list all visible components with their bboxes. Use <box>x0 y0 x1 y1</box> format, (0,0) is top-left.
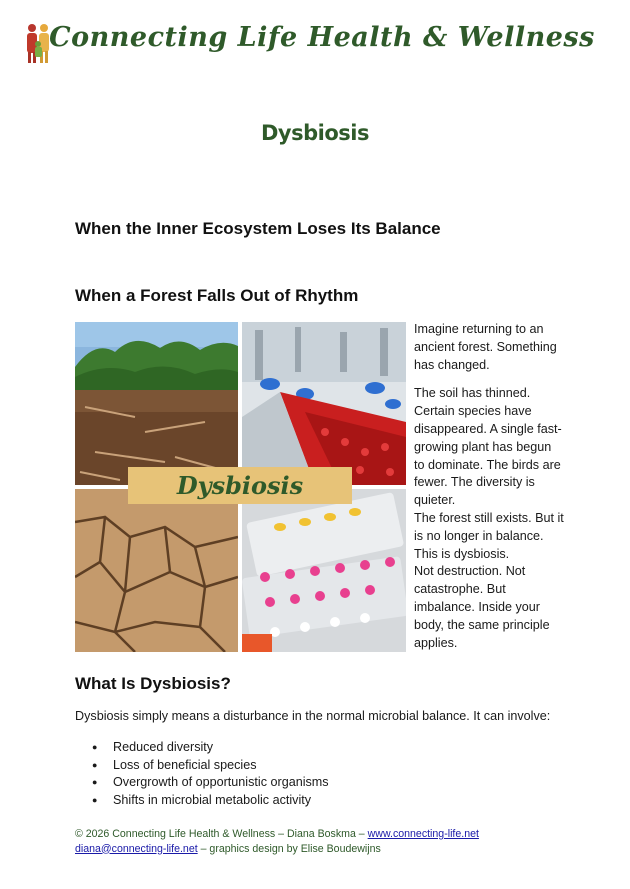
footer-line-2 <box>75 842 479 857</box>
site-title: Connecting Life Health & Wellness <box>49 22 595 53</box>
page-footer <box>75 827 479 856</box>
pill-blister-packs-image <box>242 489 406 652</box>
forest-analogy-text <box>414 321 564 652</box>
footer-line-1 <box>75 827 479 842</box>
collage-label: Dysbiosis <box>128 467 352 504</box>
page-title: Dysbiosis <box>261 121 369 145</box>
list-item: ● Loss of beneficial species <box>92 757 329 775</box>
forest-paragraph-1: Imagine returning to an ancient forest. Something has changed. <box>414 322 557 372</box>
section-heading-forest-rhythm: When a Forest Falls Out of Rhythm <box>75 286 359 305</box>
cracked-earth-image <box>75 489 238 652</box>
email-link[interactable]: diana@connecting-life.net <box>75 842 198 855</box>
list-item: ● Reduced diversity <box>92 739 329 757</box>
forest-paragraph-4: Not destruction. Not catastrophe. But imbalance. Inside your body, the same principle applies. <box>414 564 550 650</box>
forest-paragraph-3: The forest still exists. But it is no longer in balance. This is dysbiosis. <box>414 510 564 561</box>
dysbiosis-bullet-list <box>92 739 329 809</box>
section-heading-inner-ecosystem: When the Inner Ecosystem Loses Its Balance <box>75 219 441 238</box>
intro-paragraph: Dysbiosis simply means a disturbance in the normal microbial balance. It can involve: <box>75 709 551 723</box>
list-item: ● Shifts in microbial metabolic activity <box>92 792 329 810</box>
forest-paragraph-2: The soil has thinned. Certain species have disappeared. A single fast-growing plant has begun to dominate. The birds are fewer. The diversity is quieter. <box>414 386 562 508</box>
food-processing-line-image <box>242 322 406 485</box>
credits-text: – graphics design by Elise Boudewijns <box>197 842 381 855</box>
dysbiosis-collage <box>75 322 406 652</box>
website-link[interactable]: www.connecting-life.net <box>367 828 479 840</box>
copyright-text: © 2026 Connecting Life Health & Wellness – Diana Boskma – <box>75 828 368 840</box>
section-heading-what-is-dysbiosis: What Is Dysbiosis? <box>75 674 231 693</box>
cleared-forest-image <box>75 322 238 485</box>
list-item: ● Overgrowth of opportunistic organisms <box>92 774 329 792</box>
